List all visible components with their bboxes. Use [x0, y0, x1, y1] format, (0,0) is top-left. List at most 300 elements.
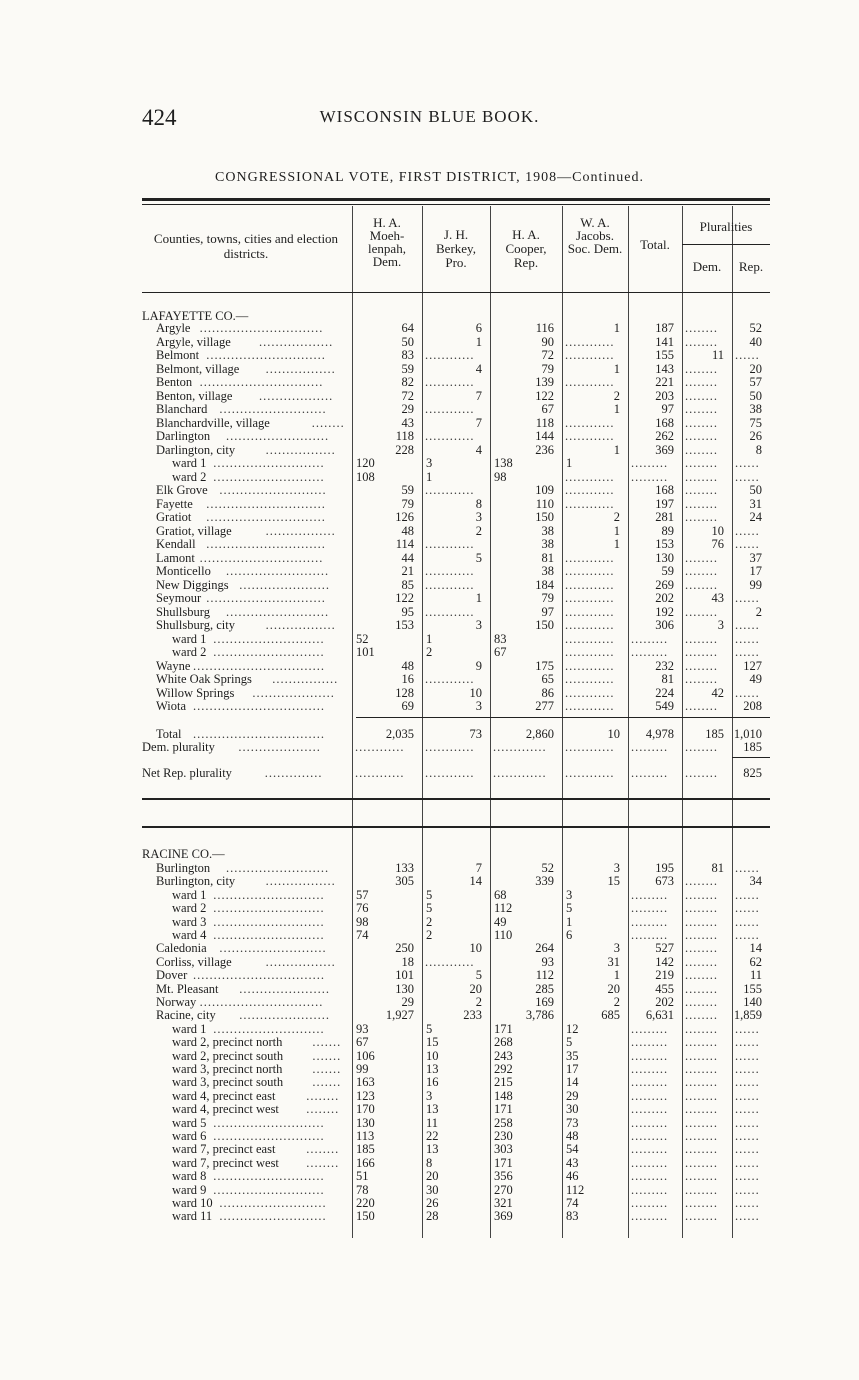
column-divider	[490, 206, 491, 292]
lafayette-row	[142, 376, 770, 389]
empty-cell: ........	[685, 430, 718, 443]
empty-cell: ......	[735, 1049, 760, 1063]
racine-row	[142, 916, 770, 929]
empty-cell: ........	[685, 470, 718, 484]
cell-b: 9	[475, 658, 482, 673]
pluralities-underline	[682, 244, 770, 245]
cell-j: 2	[613, 388, 620, 403]
lafayette-row	[142, 619, 770, 632]
cell-j: 1	[613, 968, 620, 983]
row-label: Net Rep. plurality	[142, 765, 232, 780]
lafayette-row	[142, 700, 770, 713]
empty-cell: .........	[631, 1116, 669, 1130]
empty-cell: ............	[565, 484, 615, 497]
cell-c: 270	[494, 1182, 513, 1197]
empty-cell: ............	[425, 565, 475, 578]
empty-cell: ........	[685, 996, 718, 1009]
cell-b: 1	[426, 631, 433, 646]
cell-m: 153	[395, 618, 414, 632]
row-label: Shullsburg, city	[156, 618, 235, 632]
net-rule	[732, 757, 770, 758]
leader-dots: ................	[272, 672, 339, 686]
cell-b: 11	[426, 1115, 439, 1130]
cell-m: 16	[401, 672, 414, 686]
cell-b: 4	[475, 442, 482, 457]
cell-m: 74	[356, 928, 369, 942]
cell-t: 6,631	[645, 1008, 674, 1023]
cell-d: 3	[717, 618, 724, 632]
leader-dots: .......	[312, 1062, 342, 1076]
empty-cell: ........	[685, 982, 718, 996]
cell-m: 106	[356, 1048, 375, 1063]
empty-cell: .........	[631, 915, 669, 929]
empty-cell: ........	[685, 1170, 718, 1184]
empty-cell: ........	[685, 551, 718, 565]
leader-dots: ...........................	[213, 887, 325, 902]
cell-t: 232	[655, 658, 674, 673]
empty-cell: ......	[735, 524, 760, 538]
empty-cell: ......	[735, 1130, 760, 1143]
cell-r: 17	[749, 564, 762, 578]
empty-cell: .........	[631, 646, 669, 659]
leader-dots: ..................	[259, 388, 334, 403]
empty-cell: .........	[631, 1089, 669, 1103]
racine-row	[142, 1210, 770, 1223]
empty-cell: .........	[631, 1022, 669, 1036]
cell-j: 5	[566, 901, 573, 916]
cell-b: 3	[426, 456, 433, 470]
racine-row	[142, 875, 770, 888]
cell-c: 67	[541, 402, 554, 416]
racine-row	[142, 996, 770, 1009]
cell-m: 228	[395, 442, 414, 457]
cell-t: 527	[655, 941, 674, 956]
row-label: ward 1	[172, 887, 207, 902]
leader-dots: ................................	[193, 658, 325, 673]
cell-t: 224	[655, 685, 674, 700]
leader-dots: ...........................	[213, 914, 325, 929]
cell-t: 202	[655, 591, 674, 605]
cell-r: 140	[743, 995, 762, 1009]
cell-r: 2	[755, 604, 762, 619]
row-label: ward 8	[172, 1169, 207, 1184]
leader-dots: .............................	[206, 496, 326, 511]
cell-m: 51	[356, 1169, 369, 1184]
cell-j: 5	[566, 1035, 573, 1050]
cell-m: 128	[395, 685, 414, 700]
empty-cell: ............	[565, 578, 615, 592]
leader-dots: .............................	[206, 591, 326, 605]
cell-b: 20	[469, 981, 482, 996]
lafayette-row	[142, 579, 770, 592]
empty-cell: ........	[685, 700, 718, 713]
empty-cell: ........	[685, 766, 718, 780]
empty-cell: ......	[735, 1170, 760, 1184]
cell-j: 3	[613, 861, 620, 875]
cell-j: 3	[566, 887, 573, 902]
cell-m: 123	[356, 1088, 375, 1103]
cell-b: 7	[475, 388, 482, 403]
cell-c: 79	[541, 591, 554, 605]
empty-cell: ........	[685, 659, 718, 673]
cell-t: 168	[655, 483, 674, 497]
empty-cell: .........	[631, 1210, 669, 1224]
empty-cell: ......	[735, 1103, 760, 1117]
cell-m: 82	[401, 375, 414, 389]
column-divider	[352, 206, 353, 292]
empty-cell: ........	[685, 1022, 718, 1036]
cell-j: 83	[566, 1209, 579, 1224]
cell-j: 1	[613, 402, 620, 416]
cell-m: 48	[401, 658, 414, 673]
racine-row	[142, 862, 770, 875]
cell-m: 29	[401, 995, 414, 1009]
lafayette-total-row	[142, 728, 770, 741]
row-label: Shullsburg	[156, 604, 210, 619]
row-label: Dover	[156, 968, 188, 983]
leader-dots: ...........................	[213, 631, 325, 646]
cell-m: 122	[395, 591, 414, 605]
empty-cell: ............	[565, 619, 615, 632]
cell-b: 8	[426, 1155, 433, 1170]
racine-row	[142, 1023, 770, 1036]
racine-row	[142, 942, 770, 955]
lafayette-row	[142, 430, 770, 443]
cell-j: 30	[566, 1102, 579, 1117]
empty-cell: .........	[631, 1103, 669, 1117]
empty-cell: ........	[685, 929, 718, 942]
cell-c: 175	[535, 658, 554, 673]
cell-m: 108	[356, 469, 375, 484]
table-title: CONGRESSIONAL VOTE, FIRST DISTRICT, 1908—Continued.	[215, 170, 644, 185]
cell-r: 49	[749, 672, 762, 686]
cell-c: 292	[494, 1062, 513, 1076]
row-label: Blanchardville, village	[156, 415, 270, 430]
cell-m: 166	[356, 1155, 375, 1170]
empty-cell: ........	[685, 605, 718, 619]
cell-m: 163	[356, 1075, 375, 1090]
racine-row	[142, 1130, 770, 1143]
empty-cell: .........	[631, 1156, 669, 1170]
empty-cell: .........	[631, 766, 669, 780]
cell-c: 184	[535, 577, 554, 592]
section-heading-text: RACINE CO.—	[142, 847, 225, 861]
cell-j: 12	[566, 1021, 579, 1036]
racine-row	[142, 1076, 770, 1089]
cell-r: 8	[755, 442, 762, 457]
cell-r: 50	[749, 483, 762, 497]
lafayette-row	[142, 390, 770, 403]
empty-cell: ......	[735, 1183, 760, 1197]
cell-m: 113	[356, 1129, 375, 1143]
row-label: ward 7, precinct west	[172, 1155, 279, 1170]
cell-d: 11	[711, 348, 724, 362]
column-header-total: Total.	[640, 237, 670, 252]
cell-r: 185	[743, 739, 762, 754]
page-header	[0, 105, 859, 135]
cell-b: 2	[475, 995, 482, 1009]
cell-c: 83	[494, 631, 507, 646]
column-header-moehlenpah: H. A. Moeh- lenpah, Dem.	[368, 215, 406, 269]
header-bottom-rule	[142, 292, 770, 293]
row-label: Wiota	[156, 699, 187, 713]
empty-cell: ............	[565, 430, 615, 443]
cell-b: 26	[426, 1196, 439, 1210]
cell-d: 42	[711, 685, 724, 700]
vote-table	[142, 198, 770, 1258]
row-label: Gratiot	[156, 510, 192, 524]
cell-m: 220	[356, 1196, 375, 1210]
column-divider	[682, 206, 683, 292]
leader-dots: ..............................	[199, 550, 324, 565]
row-label: ward 4	[172, 928, 207, 942]
empty-cell: ........	[685, 443, 718, 457]
empty-cell: ......	[735, 349, 760, 362]
cell-m: 185	[356, 1142, 375, 1157]
cell-m: 118	[395, 429, 414, 443]
empty-cell: .............	[493, 740, 547, 754]
cell-j: 1	[613, 537, 620, 551]
cell-j: 10	[607, 726, 620, 741]
cell-j: 3	[613, 941, 620, 956]
empty-cell: .........	[631, 1036, 669, 1050]
cell-m: 85	[401, 577, 414, 592]
empty-cell: ........	[685, 955, 718, 969]
empty-cell: ......	[735, 862, 760, 875]
empty-cell: ............	[565, 335, 615, 349]
row-label: ward 7, precinct east	[172, 1142, 276, 1157]
leader-dots: ...........................	[213, 456, 325, 470]
cell-t: 306	[655, 618, 674, 632]
lafayette-row	[142, 417, 770, 430]
cell-b: 6	[475, 321, 482, 335]
empty-cell: ........	[685, 1063, 718, 1076]
cell-m: 52	[356, 631, 369, 646]
racine-row	[142, 1050, 770, 1063]
cell-t: 4,978	[645, 726, 674, 741]
empty-cell: ............	[425, 766, 475, 780]
column-header-rep: Rep.	[738, 259, 764, 274]
empty-cell: ......	[735, 1036, 760, 1050]
cell-c: 285	[535, 981, 554, 996]
cell-c: 268	[494, 1035, 513, 1050]
cell-j: 1	[613, 442, 620, 457]
cell-t: 130	[655, 550, 674, 565]
empty-cell: ............	[565, 673, 615, 686]
row-label: Kendall	[156, 537, 196, 551]
cell-m: 120	[356, 456, 375, 470]
lafayette-row	[142, 687, 770, 700]
empty-cell: ............	[565, 416, 615, 430]
top-double-rule	[142, 198, 770, 201]
racine-row	[142, 1157, 770, 1170]
empty-cell: ........	[685, 915, 718, 929]
empty-cell: .........	[631, 1170, 669, 1184]
leader-dots: ......................	[239, 577, 330, 592]
cell-c: 67	[494, 645, 507, 659]
row-label: ward 2, precinct south	[172, 1048, 284, 1063]
cell-r: 52	[749, 321, 762, 335]
cell-m: 83	[401, 348, 414, 362]
cell-c: 65	[541, 672, 554, 686]
lafayette-row	[142, 660, 770, 673]
cell-m: 95	[401, 604, 414, 619]
cell-j: 74	[566, 1196, 579, 1210]
row-label: ward 2	[172, 901, 207, 916]
cell-j: 54	[566, 1142, 579, 1157]
leader-dots: ........	[306, 1102, 340, 1117]
empty-cell: .........	[631, 1049, 669, 1063]
cell-t: 141	[655, 334, 674, 349]
cell-r: 38	[749, 402, 762, 416]
empty-cell: ............	[565, 592, 615, 605]
cell-r: 99	[749, 577, 762, 592]
empty-cell: ......	[735, 632, 760, 646]
empty-cell: ........	[685, 1076, 718, 1090]
racine-row	[142, 1143, 770, 1156]
cell-c: 90	[541, 334, 554, 349]
leader-dots: .............................	[206, 510, 326, 524]
cell-m: 48	[401, 523, 414, 538]
leader-dots: .......	[312, 1075, 342, 1090]
empty-cell: ............	[565, 551, 615, 565]
total-rule	[356, 717, 770, 718]
leader-dots: .............................	[206, 348, 326, 362]
leader-dots: ..........................	[219, 941, 327, 956]
lafayette-row	[142, 511, 770, 524]
leader-dots: .........................	[226, 429, 330, 443]
cell-m: 101	[395, 968, 414, 983]
cell-r: 75	[749, 415, 762, 430]
leader-dots: ..................	[259, 334, 334, 349]
cell-c: 49	[494, 914, 507, 929]
row-label: Total	[156, 726, 182, 741]
empty-cell: ......	[735, 902, 760, 916]
cell-m: 133	[395, 861, 414, 875]
row-label: Dem. plurality	[142, 739, 215, 754]
cell-c: 52	[541, 861, 554, 875]
empty-cell: ......	[735, 457, 760, 470]
empty-cell: ........	[685, 1089, 718, 1103]
empty-cell: ......	[735, 619, 760, 632]
cell-c: 122	[535, 388, 554, 403]
row-label: ward 10	[172, 1196, 213, 1210]
empty-cell: ........	[685, 969, 718, 983]
racine-row	[142, 1009, 770, 1022]
column-divider	[562, 206, 563, 292]
row-label: Caledonia	[156, 941, 207, 956]
lafayette-row	[142, 457, 770, 470]
cell-b: 30	[426, 1182, 439, 1197]
cell-b: 7	[475, 415, 482, 430]
cell-c: 148	[494, 1088, 513, 1103]
empty-cell: ............	[425, 673, 475, 686]
cell-c: 81	[541, 550, 554, 565]
leader-dots: .........................	[226, 564, 330, 578]
column-header-berkey: J. H. Berkey, Pro.	[436, 227, 476, 270]
cell-j: 31	[607, 954, 620, 969]
cell-m: 29	[401, 402, 414, 416]
cell-t: 168	[655, 415, 674, 430]
cell-b: 3	[475, 618, 482, 632]
cell-c: 264	[535, 941, 554, 956]
column-header-cooper: H. A. Cooper, Rep.	[505, 227, 547, 270]
cell-t: 262	[655, 429, 674, 443]
racine-row	[142, 1117, 770, 1130]
cell-j: 112	[566, 1182, 585, 1197]
cell-b: 2	[475, 523, 482, 538]
cell-c: 38	[541, 564, 554, 578]
empty-cell: ......	[735, 1116, 760, 1130]
cell-m: 43	[401, 415, 414, 430]
empty-cell: ......	[735, 1156, 760, 1170]
empty-cell: ........	[685, 416, 718, 430]
cell-j: 6	[566, 928, 573, 942]
cell-c: 86	[541, 685, 554, 700]
cell-c: 144	[535, 429, 554, 443]
cell-c: 2,860	[525, 726, 554, 741]
cell-m: 2,035	[385, 726, 414, 741]
cell-m: 170	[356, 1102, 375, 1117]
cell-r: 1,859	[733, 1008, 762, 1023]
racine-row	[142, 956, 770, 969]
cell-b: 1	[426, 469, 433, 484]
cell-j: 2	[613, 995, 620, 1009]
cell-b: 28	[426, 1209, 439, 1224]
empty-cell: ......	[735, 646, 760, 659]
cell-r: 26	[749, 429, 762, 443]
cell-c: 277	[535, 699, 554, 713]
row-label: ward 1	[172, 1021, 207, 1036]
cell-c: 243	[494, 1048, 513, 1063]
cell-m: 130	[356, 1115, 375, 1130]
cell-r: 62	[749, 954, 762, 969]
lafayette-row	[142, 606, 770, 619]
cell-b: 14	[469, 874, 482, 889]
lafayette-row	[142, 592, 770, 605]
cell-m: 114	[395, 537, 414, 551]
cell-j: 43	[566, 1155, 579, 1170]
cell-m: 69	[401, 699, 414, 713]
empty-cell: ......	[735, 888, 760, 902]
empty-cell: ........	[685, 335, 718, 349]
cell-j: 35	[566, 1048, 579, 1063]
cell-c: 38	[541, 523, 554, 538]
cell-r: 1,010	[733, 726, 762, 741]
leader-dots: .................	[265, 523, 336, 538]
leader-dots: ................................	[193, 968, 325, 983]
cell-j: 685	[601, 1008, 620, 1023]
column-header-label: Counties, towns, cities and election districts.	[153, 231, 339, 261]
cell-c: 356	[494, 1169, 513, 1184]
empty-cell: ............	[565, 766, 615, 780]
lafayette-row	[142, 673, 770, 686]
lafayette-row	[142, 484, 770, 497]
empty-cell: .........	[631, 1076, 669, 1090]
cell-b: 5	[475, 550, 482, 565]
cell-c: 258	[494, 1115, 513, 1130]
racine-row	[142, 969, 770, 982]
cell-r: 24	[749, 510, 762, 524]
racine-row	[142, 929, 770, 942]
empty-cell: ......	[735, 1076, 760, 1090]
row-label: Blanchard	[156, 402, 208, 416]
leader-dots: ........	[306, 1088, 340, 1103]
cell-m: 78	[356, 1182, 369, 1197]
row-label: ward 1	[172, 631, 207, 646]
cell-j: 15	[607, 874, 620, 889]
row-label: Fayette	[156, 496, 193, 511]
